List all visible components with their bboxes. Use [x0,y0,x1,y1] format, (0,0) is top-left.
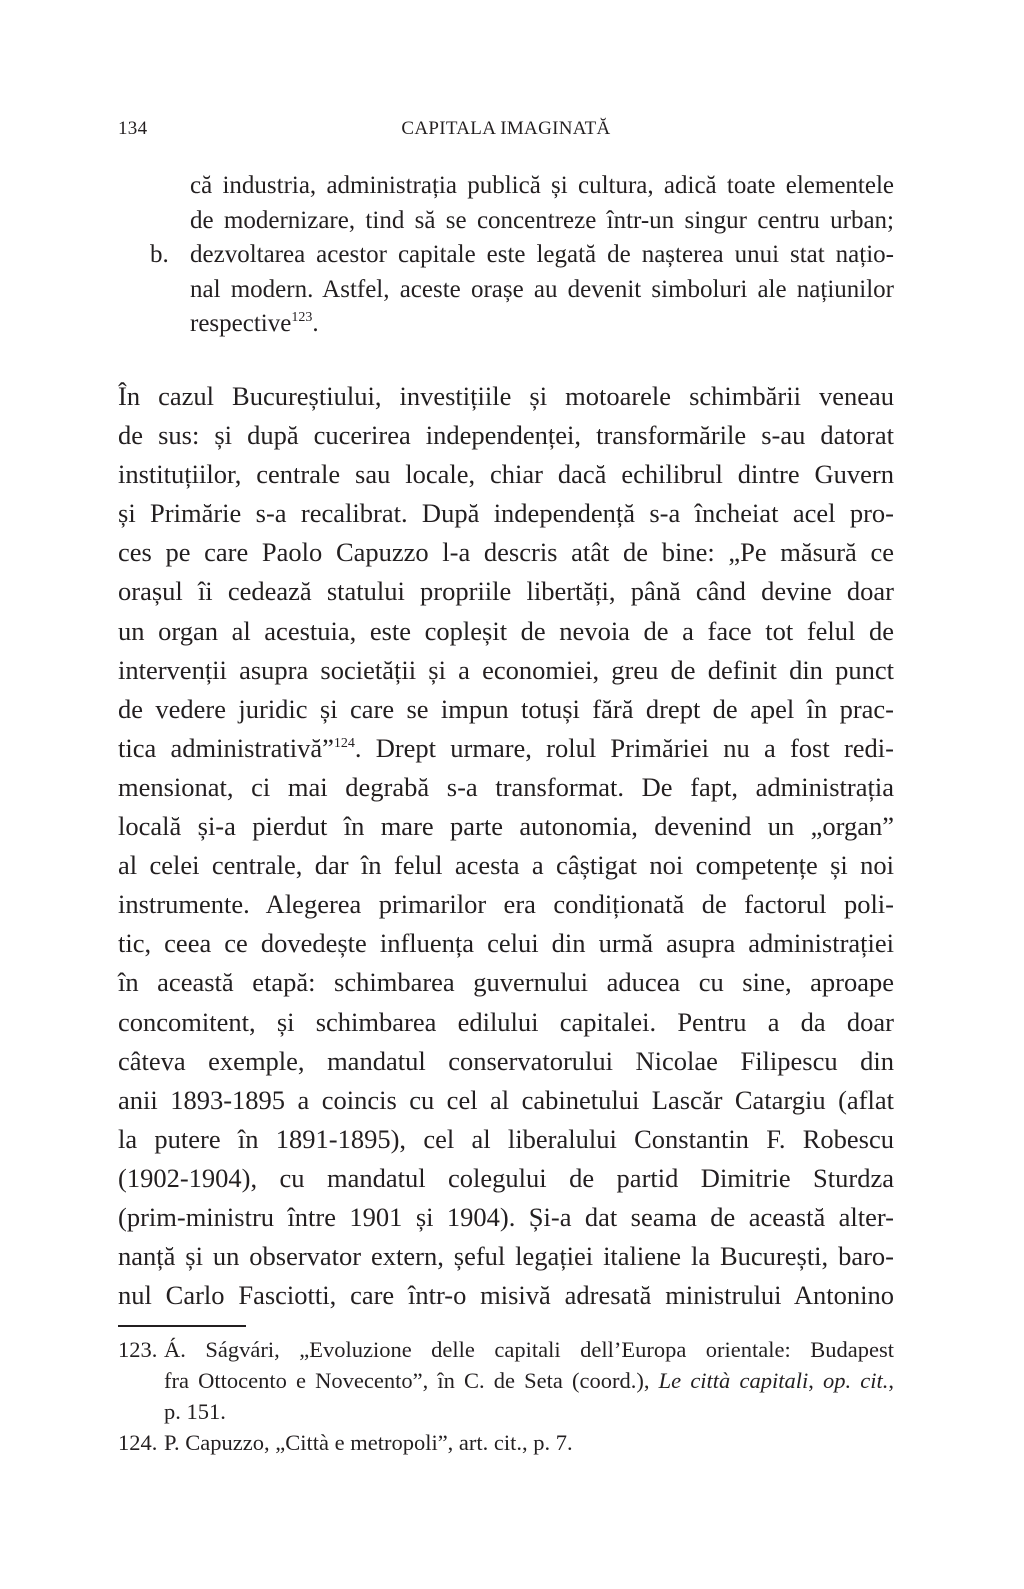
text-line: nanță și un observator extern, șeful legației italiene la București, baro- [118,1241,894,1272]
text-line: ces pe care Paolo Capuzzo l-a descris atât de bine: „Pe măsură ce [118,537,894,568]
text-line: (prim-ministru între 1901 și 1904). Și-a dat seama de această alter- [118,1201,894,1232]
text-line: un organ al acestuia, este copleșit de nevoia de a face tot felul de [118,615,894,646]
enumerated-list [118,169,894,342]
text-line: orașul îi cedează statului propriile libertăți, până când devine doar [118,576,894,607]
italic-abbrev: op. cit. [822,1368,889,1393]
text-line: (1902-1904), cu mandatul colegului de partid Dimitrie Sturdza [118,1162,894,1193]
footnote-line: P. Capuzzo, „Città e metropoli”, art. cit., p. 7. [164,1430,573,1455]
text-span: tica administrativă” [118,732,334,763]
text-line: nul Carlo Fasciotti, care într-o misivă adresată ministrului Antonino [118,1280,894,1311]
footnote-number: 123. [118,1337,158,1362]
footnote-line [164,1365,894,1396]
text-span: , [888,1368,894,1393]
text-line: de modernizare, tind să se concentreze într-un singur centru urban; [190,206,894,234]
text-span: , [808,1368,823,1393]
list-marker: b. [150,241,169,269]
text-line: că industria, administrația publică și cultura, adică toate elementele [190,172,894,199]
text-line: și Primărie s-a recalibrat. După independență s-a încheiat acel pro- [118,498,894,529]
footnote-ref-124[interactable]: 124 [333,735,355,751]
text-line: al celei centrale, dar în felul acesta a câștigat noi competențe și noi [118,850,894,881]
text-line: instrumente. Alegerea primarilor era condiționată de factorul poli- [118,889,894,920]
text-line: intervenții asupra societății și a economiei, greu de definit din punct [118,654,894,685]
text-line: În cazul Bucureștiului, investițiile și motoarele schimbării veneau [118,381,894,411]
body-paragraph [118,377,894,1315]
text-span: . [312,310,319,338]
footnote-line: p. 151. [164,1399,226,1424]
footnote-divider [118,1325,246,1327]
text-line: de sus: și după cucerirea independenței, transformările s-au datorat [118,420,894,451]
text-line: concomitent, și schimbarea edilului capitalei. Pentru a da doar [118,1006,894,1037]
text-line: mensionat, ci mai degrabă s-a transformat. De fapt, administrația [118,771,894,802]
footnote-ref-123[interactable]: 123 [291,310,313,326]
list-item-b [118,238,894,342]
list-item-a-continuation [118,169,894,238]
italic-title: Le città capitali [658,1368,809,1393]
text-line: locală și-a pierdut în mare parte autonomia, devenind un „organ” [118,811,894,842]
text-line: dezvoltarea acestor capitale este legată de nașterea unui stat națio- [190,241,894,269]
footnotes [118,1334,894,1458]
text-line [190,307,894,342]
footnote-123 [118,1334,894,1427]
text-line: anii 1893-1895 a coincis cu cel al cabinetului Lascăr Catargiu (aflat [118,1084,894,1115]
text-line: în această etapă: schimbarea guvernului aducea cu sine, aproape [118,967,894,998]
text-span: fra Ottocento e Novecento”, în C. de Seta (coord.), [164,1368,659,1393]
text-line: instituțiilor, centrale sau locale, chiar dacă echilibrul dintre Guvern [118,459,894,490]
text-line: la putere în 1891-1895), cel al liberalului Constantin F. Robescu [118,1123,894,1154]
running-head [118,118,894,146]
footnote-line: Á. Ságvári, „Evoluzione delle capitali dell’Europa orientale: Budapest [164,1337,894,1362]
text-line: câteva exemple, mandatul conservatorului Nicolae Filipescu din [118,1045,894,1076]
text-line: tic, ceea ce dovedește influența celui din urmă asupra administrației [118,928,894,959]
text-line: de vedere juridic și care se impun totuși fără drept de apel în prac- [118,693,894,724]
footnote-124 [118,1427,894,1458]
text-line [118,729,894,768]
footnote-number: 124. [118,1430,158,1455]
running-title: CAPITALA IMAGINATĂ [401,118,611,139]
page-number: 134 [118,118,148,139]
text-span: . Drept urmare, rolul Primăriei nu a fost redi- [354,732,894,763]
text-line: nal modern. Astfel, aceste orașe au devenit simboluri ale națiunilor [190,275,894,303]
text-span: respective [190,310,292,338]
